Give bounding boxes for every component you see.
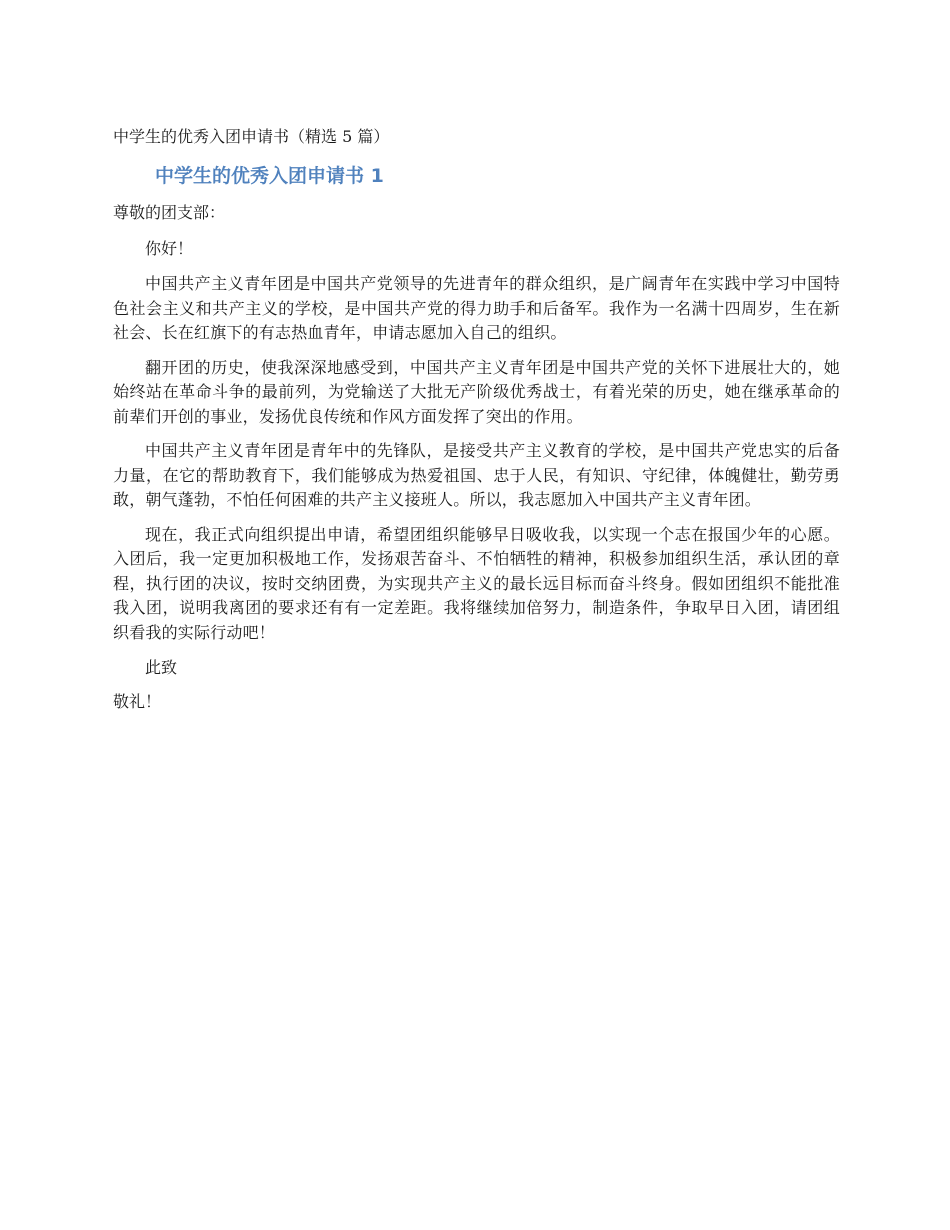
body-paragraph-1: 中国共产主义青年团是中国共产党领导的先进青年的群众组织，是广阔青年在实践中学习中国特色社会主义和共产主义的学校，是中国共产党的得力助手和后备军。我作为一名满十四周岁，生在新社会、长在红旗下的有志热血青年，申请志愿加入自己的组织。 xyxy=(113,274,840,342)
closing-jingli: 敬礼！ xyxy=(113,692,162,711)
body-paragraph-2: 翻开团的历史，使我深深地感受到，中国共产主义青年团是中国共产党的关怀下进展壮大的，她始终站在革命斗争的最前列，为党输送了大批无产阶级优秀战士，有着光荣的历史，她在继承革命的前辈们开创的事业，发扬优良传统和作风方面发挥了突出的作用。 xyxy=(113,357,840,426)
document-page xyxy=(113,124,840,715)
body-paragraph-3: 中国共产主义青年团是青年中的先锋队，是接受共产主义教育的学校，是中国共产党忠实的后备力量，在它的帮助教育下，我们能够成为热爱祖国、忠于人民，有知识、守纪律，体魄健壮，勤劳勇敢，朝气蓬勃，不怕任何困难的共产主义接班人。所以，我志愿加入中国共产主义青年团。 xyxy=(113,441,840,509)
document-title: 中学生的优秀入团申请书（精选 5 篇） xyxy=(113,127,390,146)
salutation: 尊敬的团支部： xyxy=(113,203,226,222)
section-heading: 中学生的优秀入团申请书 1 xyxy=(155,165,384,187)
closing-cizhi: 此致 xyxy=(145,658,178,677)
body-paragraph-4: 现在，我正式向组织提出申请，希望团组织能够早日吸收我，以实现一个志在报国少年的心愿。入团后，我一定更加积极地工作，发扬艰苦奋斗、不怕牺牲的精神，积极参加组织生活，承认团的章程，执行团的决议，按时交纳团费，为实现共产主义的最长远目标而奋斗终身。假如团组织不能批准我入团，说明我离团的要求还有有一定差距。我将继续加倍努力，制造条件，争取早日入团，请团组织看我的实际行动吧！ xyxy=(113,524,840,642)
greeting: 你好！ xyxy=(145,239,194,258)
